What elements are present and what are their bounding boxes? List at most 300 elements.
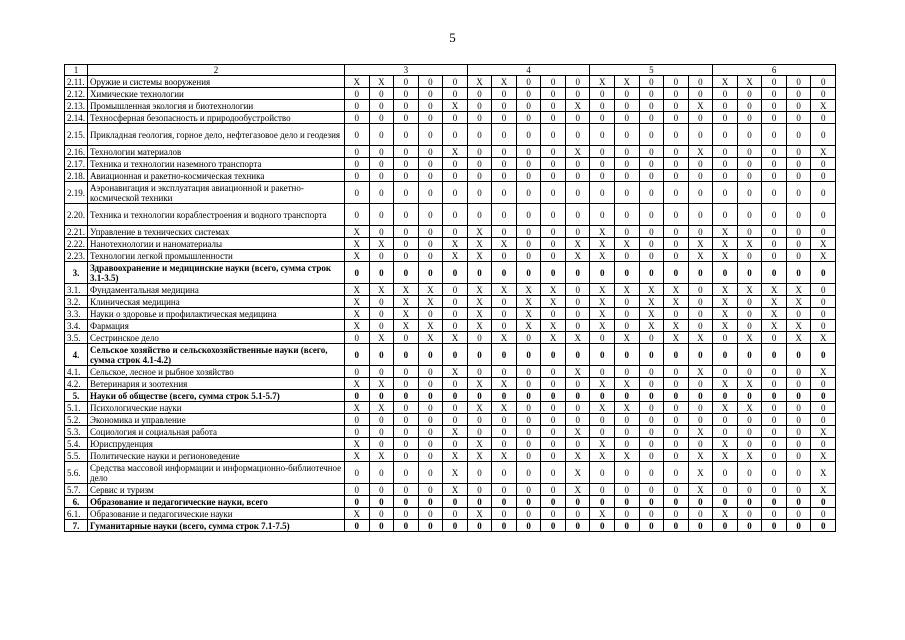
- value-cell: 0: [369, 124, 394, 146]
- table-row: [65, 450, 836, 462]
- value-cell: 0: [418, 450, 443, 462]
- value-cell: X: [443, 462, 468, 484]
- row-name: Сельское, лесное и рыбное хозяйство: [88, 366, 345, 378]
- value-cell: 0: [443, 88, 468, 100]
- value-cell: X: [811, 426, 836, 438]
- row-number: 2.16.: [65, 146, 88, 158]
- value-cell: 0: [811, 402, 836, 414]
- value-cell: 0: [345, 462, 370, 484]
- value-cell: 0: [639, 124, 664, 146]
- value-cell: 0: [516, 450, 541, 462]
- data-table: [64, 64, 836, 532]
- value-cell: X: [737, 332, 762, 344]
- value-cell: X: [369, 332, 394, 344]
- value-cell: X: [615, 238, 640, 250]
- value-cell: 0: [786, 112, 811, 124]
- value-cell: 0: [664, 402, 689, 414]
- value-cell: 0: [688, 378, 713, 390]
- value-cell: 0: [369, 390, 394, 402]
- value-cell: X: [762, 296, 787, 308]
- value-cell: 0: [688, 124, 713, 146]
- value-cell: 0: [394, 484, 419, 496]
- value-cell: 0: [762, 484, 787, 496]
- value-cell: 0: [345, 182, 370, 204]
- value-cell: 0: [639, 146, 664, 158]
- value-cell: 0: [664, 426, 689, 438]
- value-cell: 0: [369, 320, 394, 332]
- value-cell: 0: [664, 124, 689, 146]
- value-cell: 0: [541, 496, 566, 508]
- value-cell: 0: [688, 158, 713, 170]
- value-cell: 0: [639, 182, 664, 204]
- value-cell: X: [565, 250, 590, 262]
- value-cell: 0: [590, 170, 615, 182]
- value-cell: X: [762, 284, 787, 296]
- value-cell: 0: [516, 182, 541, 204]
- value-cell: 0: [541, 426, 566, 438]
- table-row: [65, 226, 836, 238]
- value-cell: 0: [516, 124, 541, 146]
- row-name: Науки об обществе (всего, сумма строк 5.1-5.7): [88, 390, 345, 402]
- value-cell: 0: [443, 438, 468, 450]
- value-cell: X: [811, 146, 836, 158]
- value-cell: 0: [345, 88, 370, 100]
- value-cell: X: [811, 462, 836, 484]
- page-number: 5: [449, 30, 456, 45]
- value-cell: 0: [541, 146, 566, 158]
- value-cell: 0: [565, 344, 590, 366]
- value-cell: 0: [443, 182, 468, 204]
- value-cell: 0: [443, 508, 468, 520]
- value-cell: 0: [541, 182, 566, 204]
- value-cell: 0: [639, 450, 664, 462]
- value-cell: 0: [688, 508, 713, 520]
- value-cell: 0: [369, 426, 394, 438]
- value-cell: 0: [786, 438, 811, 450]
- value-cell: 0: [345, 366, 370, 378]
- value-cell: 0: [541, 402, 566, 414]
- value-cell: X: [590, 508, 615, 520]
- value-cell: 0: [786, 100, 811, 112]
- row-number: 5.4.: [65, 438, 88, 450]
- value-cell: 0: [615, 112, 640, 124]
- value-cell: 0: [394, 462, 419, 484]
- value-cell: X: [443, 332, 468, 344]
- value-cell: 0: [467, 100, 492, 112]
- value-cell: 0: [467, 366, 492, 378]
- value-cell: 0: [664, 438, 689, 450]
- row-name: Социология и социальная работа: [88, 426, 345, 438]
- value-cell: 0: [786, 124, 811, 146]
- table-row: [65, 170, 836, 182]
- row-number: 5.6.: [65, 462, 88, 484]
- value-cell: 0: [786, 204, 811, 226]
- value-cell: X: [467, 76, 492, 88]
- value-cell: X: [345, 76, 370, 88]
- value-cell: 0: [345, 262, 370, 284]
- value-cell: 0: [418, 262, 443, 284]
- value-cell: X: [516, 320, 541, 332]
- value-cell: 0: [394, 226, 419, 238]
- table-row: [65, 100, 836, 112]
- value-cell: 0: [762, 508, 787, 520]
- value-cell: X: [737, 402, 762, 414]
- value-cell: 0: [345, 158, 370, 170]
- value-cell: 0: [811, 414, 836, 426]
- value-cell: 0: [369, 296, 394, 308]
- value-cell: 0: [688, 414, 713, 426]
- value-cell: 0: [713, 390, 738, 402]
- value-cell: 0: [443, 76, 468, 88]
- value-cell: 0: [467, 170, 492, 182]
- value-cell: 0: [688, 402, 713, 414]
- value-cell: 0: [541, 366, 566, 378]
- value-cell: 0: [516, 402, 541, 414]
- value-cell: X: [786, 296, 811, 308]
- value-cell: X: [565, 238, 590, 250]
- value-cell: 0: [811, 182, 836, 204]
- value-cell: X: [688, 450, 713, 462]
- value-cell: 0: [492, 414, 517, 426]
- value-cell: 0: [713, 146, 738, 158]
- value-cell: 0: [664, 204, 689, 226]
- value-cell: 0: [590, 484, 615, 496]
- value-cell: 0: [394, 262, 419, 284]
- value-cell: 0: [664, 344, 689, 366]
- value-cell: 0: [615, 520, 640, 532]
- row-name: Политические науки и регионоведение: [88, 450, 345, 462]
- value-cell: 0: [443, 204, 468, 226]
- value-cell: 0: [811, 226, 836, 238]
- value-cell: 0: [737, 366, 762, 378]
- value-cell: X: [688, 146, 713, 158]
- value-cell: X: [467, 508, 492, 520]
- value-cell: 0: [786, 484, 811, 496]
- value-cell: 0: [811, 520, 836, 532]
- value-cell: 0: [713, 414, 738, 426]
- value-cell: X: [492, 402, 517, 414]
- value-cell: 0: [443, 296, 468, 308]
- value-cell: 0: [811, 158, 836, 170]
- value-cell: 0: [811, 112, 836, 124]
- value-cell: 0: [762, 390, 787, 402]
- value-cell: 0: [443, 378, 468, 390]
- value-cell: 0: [541, 390, 566, 402]
- value-cell: 0: [467, 112, 492, 124]
- value-cell: 0: [492, 146, 517, 158]
- value-cell: 0: [541, 226, 566, 238]
- value-cell: X: [369, 284, 394, 296]
- value-cell: 0: [639, 378, 664, 390]
- value-cell: 0: [762, 450, 787, 462]
- row-number: 4.1.: [65, 366, 88, 378]
- value-cell: X: [418, 284, 443, 296]
- value-cell: 0: [492, 158, 517, 170]
- value-cell: 0: [541, 100, 566, 112]
- value-cell: 0: [541, 204, 566, 226]
- value-cell: 0: [394, 204, 419, 226]
- value-cell: 0: [418, 402, 443, 414]
- value-cell: 0: [492, 508, 517, 520]
- value-cell: 0: [541, 484, 566, 496]
- row-number: 2.13.: [65, 100, 88, 112]
- row-number: 3.1.: [65, 284, 88, 296]
- value-cell: 0: [713, 344, 738, 366]
- value-cell: 0: [590, 112, 615, 124]
- value-cell: 0: [418, 158, 443, 170]
- value-cell: 0: [418, 508, 443, 520]
- value-cell: X: [786, 320, 811, 332]
- row-name: Техносферная безопасность и природообустройство: [88, 112, 345, 124]
- value-cell: 0: [590, 344, 615, 366]
- value-cell: X: [590, 402, 615, 414]
- value-cell: X: [688, 366, 713, 378]
- value-cell: 0: [639, 520, 664, 532]
- value-cell: 0: [394, 450, 419, 462]
- value-cell: 0: [565, 182, 590, 204]
- value-cell: 0: [688, 284, 713, 296]
- value-cell: 0: [615, 414, 640, 426]
- value-cell: 0: [394, 520, 419, 532]
- value-cell: 0: [492, 182, 517, 204]
- value-cell: 0: [786, 496, 811, 508]
- table-row: [65, 426, 836, 438]
- value-cell: 0: [615, 182, 640, 204]
- row-name: Сервис и туризм: [88, 484, 345, 496]
- table-row: [65, 88, 836, 100]
- value-cell: 0: [811, 296, 836, 308]
- table-row: [65, 366, 836, 378]
- row-name: Прикладная геология, горное дело, нефтегазовое дело и геодезия: [88, 124, 345, 146]
- row-number: 5.3.: [65, 426, 88, 438]
- value-cell: X: [369, 76, 394, 88]
- value-cell: 0: [615, 320, 640, 332]
- row-name: Средства массовой информации и информационно-библиотечное дело: [88, 462, 345, 484]
- value-cell: 0: [418, 496, 443, 508]
- value-cell: 0: [615, 508, 640, 520]
- value-cell: 0: [737, 88, 762, 100]
- value-cell: X: [541, 284, 566, 296]
- value-cell: 0: [639, 508, 664, 520]
- value-cell: 0: [811, 88, 836, 100]
- value-cell: 0: [394, 158, 419, 170]
- table-row: [65, 112, 836, 124]
- value-cell: 0: [418, 484, 443, 496]
- row-number: 2.20.: [65, 204, 88, 226]
- row-number: 5.1.: [65, 402, 88, 414]
- value-cell: 0: [762, 366, 787, 378]
- value-cell: X: [590, 296, 615, 308]
- value-cell: X: [737, 450, 762, 462]
- value-cell: 0: [565, 226, 590, 238]
- value-cell: 0: [590, 100, 615, 112]
- value-cell: 0: [565, 508, 590, 520]
- row-name: Ветеринария и зоотехния: [88, 378, 345, 390]
- value-cell: 0: [762, 170, 787, 182]
- value-cell: 0: [541, 170, 566, 182]
- value-cell: 0: [369, 158, 394, 170]
- value-cell: 0: [786, 462, 811, 484]
- row-name: Здравоохранение и медицинские науки (всего, сумма строк 3.1-3.5): [88, 262, 345, 284]
- value-cell: 0: [664, 182, 689, 204]
- value-cell: 0: [565, 124, 590, 146]
- value-cell: 0: [590, 146, 615, 158]
- value-cell: X: [664, 332, 689, 344]
- value-cell: 0: [418, 124, 443, 146]
- value-cell: 0: [639, 226, 664, 238]
- row-name: Фундаментальная медицина: [88, 284, 345, 296]
- value-cell: 0: [811, 390, 836, 402]
- value-cell: 0: [565, 402, 590, 414]
- value-cell: 0: [664, 88, 689, 100]
- value-cell: 0: [492, 204, 517, 226]
- value-cell: 0: [713, 100, 738, 112]
- value-cell: 0: [639, 76, 664, 88]
- value-cell: 0: [786, 238, 811, 250]
- value-cell: 0: [492, 250, 517, 262]
- value-cell: 0: [590, 88, 615, 100]
- value-cell: X: [688, 462, 713, 484]
- value-cell: 0: [615, 88, 640, 100]
- table-row: [65, 520, 836, 532]
- value-cell: X: [369, 378, 394, 390]
- value-cell: 0: [418, 182, 443, 204]
- value-cell: 0: [762, 112, 787, 124]
- value-cell: 0: [516, 414, 541, 426]
- value-cell: X: [811, 250, 836, 262]
- value-cell: 0: [639, 332, 664, 344]
- value-cell: 0: [762, 378, 787, 390]
- value-cell: 0: [615, 158, 640, 170]
- row-number: 5.2.: [65, 414, 88, 426]
- value-cell: 0: [516, 508, 541, 520]
- value-cell: X: [345, 296, 370, 308]
- value-cell: 0: [664, 308, 689, 320]
- value-cell: X: [811, 238, 836, 250]
- value-cell: 0: [713, 484, 738, 496]
- value-cell: 0: [664, 76, 689, 88]
- row-name: Техника и технологии наземного транспорта: [88, 158, 345, 170]
- value-cell: 0: [565, 320, 590, 332]
- value-cell: X: [590, 450, 615, 462]
- value-cell: 0: [713, 332, 738, 344]
- value-cell: 0: [418, 414, 443, 426]
- row-name: Юриспруденция: [88, 438, 345, 450]
- value-cell: 0: [786, 158, 811, 170]
- value-cell: X: [443, 484, 468, 496]
- value-cell: 0: [443, 262, 468, 284]
- value-cell: X: [713, 296, 738, 308]
- value-cell: 0: [467, 344, 492, 366]
- value-cell: X: [443, 100, 468, 112]
- value-cell: 0: [786, 390, 811, 402]
- value-cell: 0: [443, 308, 468, 320]
- value-cell: 0: [565, 88, 590, 100]
- value-cell: 0: [369, 182, 394, 204]
- value-cell: 0: [762, 332, 787, 344]
- value-cell: 0: [443, 402, 468, 414]
- value-cell: X: [345, 284, 370, 296]
- value-cell: 0: [394, 146, 419, 158]
- value-cell: X: [565, 100, 590, 112]
- row-number: 3.5.: [65, 332, 88, 344]
- value-cell: X: [565, 426, 590, 438]
- value-cell: X: [590, 76, 615, 88]
- value-cell: 0: [516, 146, 541, 158]
- value-cell: X: [713, 450, 738, 462]
- value-cell: 0: [565, 204, 590, 226]
- value-cell: 0: [664, 238, 689, 250]
- table-row: [65, 484, 836, 496]
- value-cell: 0: [786, 450, 811, 462]
- value-cell: 0: [369, 508, 394, 520]
- value-cell: 0: [345, 124, 370, 146]
- value-cell: 0: [369, 250, 394, 262]
- value-cell: X: [565, 146, 590, 158]
- value-cell: X: [688, 238, 713, 250]
- value-cell: 0: [590, 262, 615, 284]
- value-cell: 0: [516, 390, 541, 402]
- value-cell: 0: [713, 462, 738, 484]
- row-name: Авиационная и ракетно-космическая техника: [88, 170, 345, 182]
- value-cell: X: [615, 402, 640, 414]
- value-cell: 0: [369, 88, 394, 100]
- value-cell: 0: [811, 262, 836, 284]
- value-cell: 0: [418, 390, 443, 402]
- value-cell: 0: [516, 158, 541, 170]
- value-cell: X: [664, 320, 689, 332]
- value-cell: 0: [811, 378, 836, 390]
- value-cell: 0: [615, 296, 640, 308]
- value-cell: 0: [762, 88, 787, 100]
- value-cell: 0: [369, 366, 394, 378]
- value-cell: 0: [345, 112, 370, 124]
- value-cell: 0: [786, 308, 811, 320]
- column-header-6: 6: [713, 65, 836, 76]
- value-cell: X: [565, 462, 590, 484]
- value-cell: 0: [492, 308, 517, 320]
- value-cell: 0: [516, 112, 541, 124]
- value-cell: 0: [418, 112, 443, 124]
- row-name: Образование и педагогические науки: [88, 508, 345, 520]
- value-cell: 0: [369, 484, 394, 496]
- value-cell: 0: [786, 366, 811, 378]
- value-cell: X: [492, 76, 517, 88]
- value-cell: 0: [394, 344, 419, 366]
- value-cell: 0: [615, 124, 640, 146]
- value-cell: 0: [713, 124, 738, 146]
- value-cell: 0: [737, 520, 762, 532]
- value-cell: X: [590, 308, 615, 320]
- value-cell: 0: [590, 426, 615, 438]
- table-row: [65, 438, 836, 450]
- value-cell: 0: [565, 414, 590, 426]
- value-cell: 0: [811, 308, 836, 320]
- value-cell: 0: [565, 262, 590, 284]
- value-cell: 0: [369, 204, 394, 226]
- value-cell: 0: [639, 262, 664, 284]
- value-cell: X: [565, 366, 590, 378]
- value-cell: 0: [394, 390, 419, 402]
- value-cell: 0: [565, 520, 590, 532]
- value-cell: 0: [737, 484, 762, 496]
- value-cell: 0: [345, 484, 370, 496]
- value-cell: X: [345, 250, 370, 262]
- value-cell: 0: [615, 496, 640, 508]
- value-cell: X: [713, 438, 738, 450]
- value-cell: X: [590, 284, 615, 296]
- table-header-row: [65, 65, 836, 76]
